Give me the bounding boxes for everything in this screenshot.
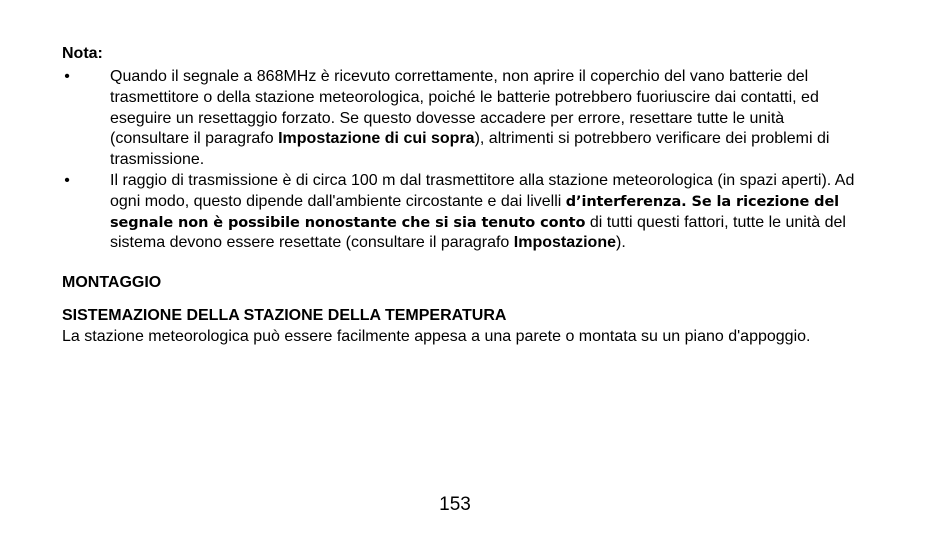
bullet-bold-reference: Impostazione — [513, 234, 616, 252]
document-page — [62, 44, 862, 348]
bullet-text: Il raggio di trasmissione è di circa 100 m dal trasmettitore alla stazione meteorologica (in spazi aperti). Ad ogni modo, questo dipende dall'ambiente circostante e dai livelli — [110, 171, 855, 210]
bullet-icon: • — [64, 171, 70, 189]
section-heading: MONTAGGIO — [62, 274, 162, 292]
bullet-text: Quando il segnale a 868MHz è ricevuto correttamente, non aprire il coperchio del vano batterie del trasmettitore o della stazione meteorologica, poiché le batterie potrebbero fuoriuscire dai contatti, ed eseguire un resettaggio forzato. Se questo dovesse accadere per errore, resettare tutte le unità (consultare il paragrafo — [110, 68, 819, 148]
page-number: 153 — [439, 494, 471, 515]
note-bullet-list — [62, 67, 862, 254]
bullet-bold-reference: Impostazione di cui sopra — [278, 130, 475, 148]
note-title: Nota: — [62, 45, 103, 62]
bullet-text: ). — [616, 234, 626, 252]
section-paragraph: La stazione meteorologica può essere facilmente appesa a una parete o montata su un piano d'appoggio. — [62, 328, 811, 346]
bullet-bold-emphasis: d’interferenza. Se la ricezione del segnale non è possibile nonostante che si sia tenuto conto — [110, 193, 840, 231]
section-subheading: SISTEMAZIONE DELLA STAZIONE DELLA TEMPERATURA — [62, 307, 507, 325]
note-bullet-item — [62, 67, 862, 171]
note-bullet-item — [62, 171, 862, 254]
bullet-text: di tutti questi fattori, tutte le unità del sistema devono essere resettate (consultare il paragrafo — [110, 213, 846, 252]
bullet-text: ), altrimenti si potrebbero verificare dei problemi di trasmissione. — [110, 130, 830, 169]
bullet-icon: • — [64, 68, 70, 85]
